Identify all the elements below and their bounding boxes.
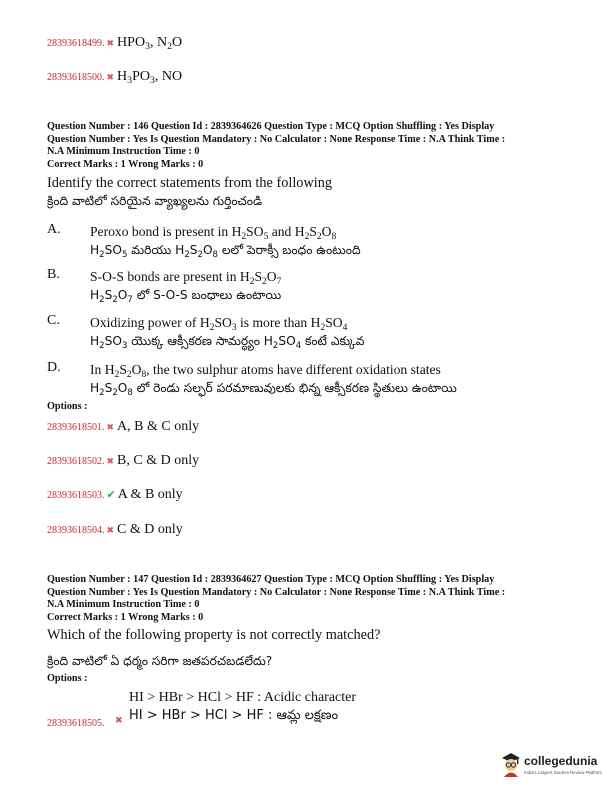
meta-line: Question Number : 147 Question Id : 2839364627 Question Type : MCQ Option Shuffling : Yes Display: [47, 574, 495, 585]
meta-line: N.A Minimum Instruction Time : 0: [47, 146, 200, 157]
cross-icon: ✖: [106, 457, 115, 467]
meta-line: N.A Minimum Instruction Time : 0: [47, 599, 200, 610]
mascot-icon: [500, 750, 522, 778]
question-meta: [47, 574, 577, 624]
cross-icon: ✖: [106, 73, 115, 83]
option-row[interactable]: [47, 485, 183, 503]
question-stem-telugu: క్రింది వాటిలో ఏ ధర్మం సరిగా జతపరచబడలేదు?: [47, 654, 273, 668]
check-icon: ✔: [106, 488, 116, 501]
cross-icon: ✖: [106, 423, 115, 433]
statement-english: Peroxo bond is present in $H_2SO_5$ and $H_2S_2O_8$: [90, 224, 337, 242]
question-stem-telugu: క్రింది వాటిలో సరియైన వ్యాఖ్యలను గుర్తించండి: [47, 194, 262, 208]
statement-label: B.: [47, 267, 60, 282]
statement-english: S-O-S bonds are present in $H_2S_2O_7$: [90, 269, 282, 287]
option-id: 28393618501.: [47, 422, 105, 433]
cross-icon: ✖: [106, 39, 115, 49]
option-row[interactable]: [47, 417, 199, 435]
statement-label: D.: [47, 360, 61, 375]
option-id: 28393618503.: [47, 490, 105, 501]
statement-telugu: $H_2SO_5$ మరియు $H_2S_2O_8$ లలో పెరాక్సీ బంధం ఉంటుంది: [90, 243, 361, 260]
meta-line: Question Number : 146 Question Id : 2839364626 Question Type : MCQ Option Shuffling : Yes Display: [47, 121, 495, 132]
question-stem-english: Which of the following property is not correctly matched?: [47, 627, 381, 643]
option-text: A & B only: [117, 487, 183, 502]
statement-telugu: $H_2S_2O_7$ లో S-O-S బంధాలు ఉంటాయి: [90, 288, 282, 305]
cross-icon: ✖: [106, 526, 115, 536]
statement-english: Oxidizing power of $H_2SO_3$ is more than $H_2SO_4$: [90, 315, 348, 333]
option-row[interactable]: [47, 67, 182, 85]
option-id: 28393618502.: [47, 456, 105, 467]
question-stem-english: Identify the correct statements from the following: [47, 175, 333, 191]
option-text: A, B & C only: [117, 419, 200, 434]
statement-telugu: $H_2SO_3$ యొక్క ఆక్సీకరణ సామర్ధ్యం $H_2SO_4$ కంటే ఎక్కువ: [90, 334, 365, 351]
option-row[interactable]: [47, 451, 199, 469]
options-label: Options :: [47, 401, 88, 412]
meta-line: Correct Marks : 1 Wrong Marks : 0: [47, 158, 204, 170]
option-id: 28393618505.: [47, 718, 105, 729]
option-text-telugu-line: HI > HBr > HCl > HF : ఆమ్ల లక్షణం: [129, 708, 339, 723]
statement-label: A.: [47, 222, 61, 237]
option-id: 28393618504.: [47, 525, 105, 536]
option-id: 28393618499.: [47, 38, 105, 49]
option-row[interactable]: [47, 33, 182, 51]
meta-line: Question Number : Yes Is Question Mandatory : No Calculator : None Response Time : N.A Think Time :: [47, 133, 506, 145]
option-id: 28393618500.: [47, 72, 105, 83]
option-text: $HPO_3$, $N_2O$: [117, 35, 183, 52]
logo-tagline: India's Largest Student Review Platform: [524, 770, 602, 775]
meta-line: Correct Marks : 1 Wrong Marks : 0: [47, 611, 204, 623]
option-row[interactable]: [47, 520, 183, 538]
statement-label: C.: [47, 313, 60, 328]
option-text-english: HI > HBr > HCl > HF : Acidic character: [129, 690, 357, 705]
logo-wordmark: collegedunia: [524, 754, 598, 768]
cross-icon: ✖: [115, 716, 123, 726]
option-row[interactable]: [47, 688, 407, 728]
collegedunia-logo: [500, 748, 608, 784]
option-text: $H_3PO_3$, NO: [117, 69, 183, 86]
statement-telugu: $H_2S_2O_8$ లో రెండు సల్ఫర్ పరమాణువులకు భిన్న ఆక్సీకరణ స్థితులు ఉంటాయి: [90, 381, 457, 398]
option-text: B, C & D only: [117, 453, 200, 468]
option-text-telugu: [129, 708, 338, 726]
meta-line: Question Number : Yes Is Question Mandatory : No Calculator : None Response Time : N.A Think Time :: [47, 586, 506, 598]
question-stem: [47, 174, 332, 210]
option-text: C & D only: [117, 522, 183, 537]
statement-english: In $H_2S_2O_8$, the two sulphur atoms have different oxidation states: [90, 362, 441, 380]
options-label: Options :: [47, 673, 88, 684]
question-meta: [47, 121, 577, 171]
